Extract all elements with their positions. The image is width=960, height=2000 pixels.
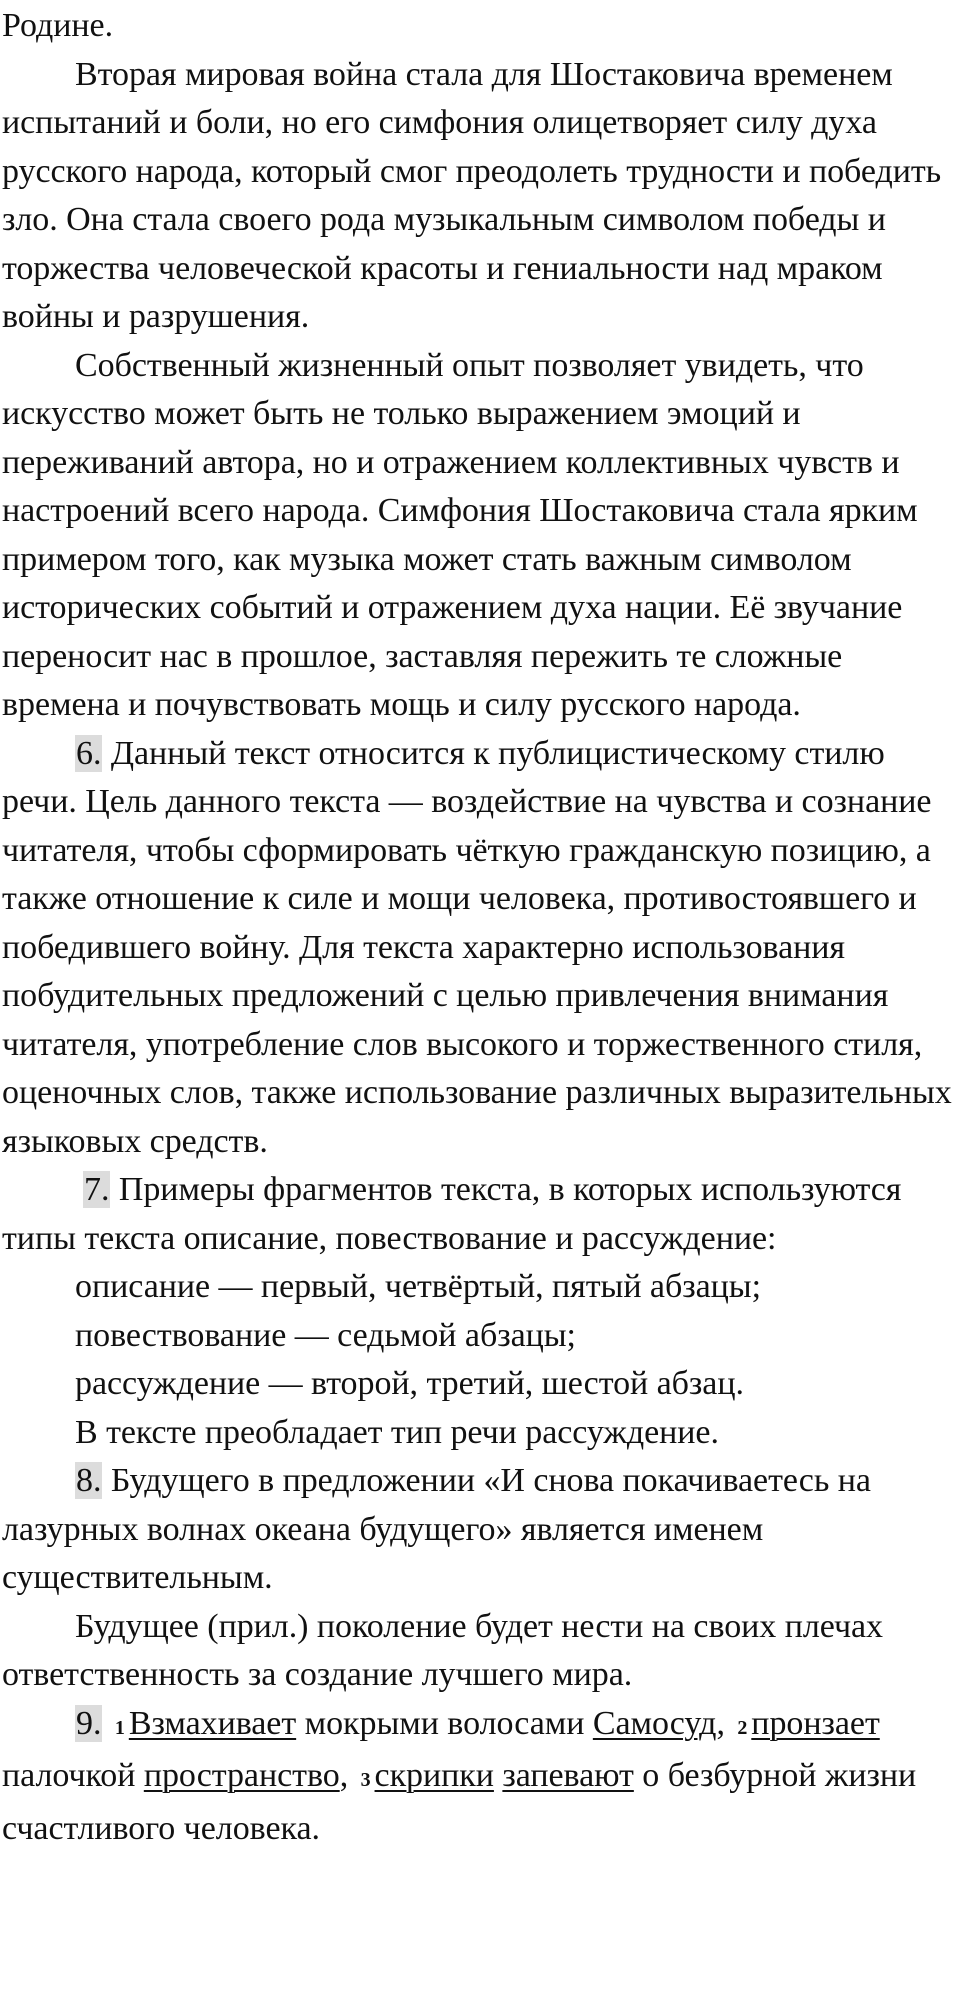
underlined-word: скрипки [374,1757,494,1794]
text-run: , [339,1757,357,1794]
underlined-word: Самосуд [592,1704,717,1742]
answer-9 [2,1700,958,1854]
text-run: , [716,1704,734,1742]
list-item: В тексте преобладает тип речи рассуждение. [75,1413,719,1451]
text-run: палочкой [2,1757,144,1794]
text-run: о безбурной жизни счастливого человека. [2,1757,917,1847]
list-item: рассуждение — второй, третий, шестой абзац. [75,1365,744,1402]
underlined-word: запевают [502,1757,634,1794]
list-item: повествование — седьмой абзацы; [75,1316,576,1354]
paragraph-life-experience: Собственный жизненный опыт позволяет увидеть, что искусство может быть не только выражением эмоций и переживаний автора, но и отражением коллективных чувств и настроений всего народа. Симфония Шостаковича стала ярким примером того, как музыка может стать важным символом исторических событий и отражением духа нации. Её звучание переносит нас в прошлое, заставляя пережить те сложные времена и почувствовать мощь и силу русского народа. [2,346,918,723]
answer-number: 9. [76,1704,102,1742]
list-item: описание — первый, четвёртый, пятый абзацы; [75,1268,761,1305]
marker-1: 1 [114,1716,125,1739]
underlined-word: Взмахивает [128,1704,297,1742]
answer-number: 7. [84,1171,110,1208]
answer-6 [2,730,958,1167]
marker-2: 2 [737,1716,748,1739]
answer-text: Будущего в предложении «И снова покачиваетесь на лазурных волнах океана будущего» является именем существительным. [2,1462,871,1596]
answer-number: 6. [76,734,102,772]
answer-7 [2,1166,958,1263]
text-run: мокрыми волосами [296,1704,593,1742]
answer-text: Примеры фрагментов текста, в которых используются типы текста описание, повествование и рассуждение: [2,1171,902,1257]
answer-number: 8. [76,1462,102,1499]
document-page [2,2,958,1853]
paragraph-future-example: Будущее (прил.) поколение будет нести на своих плечах ответственность за создание лучшего мира. [2,1607,884,1693]
paragraph-fragment: Родине. [2,7,114,44]
answer-text: Данный текст относится к публицистическому стилю речи. Цель данного текста — воздействие на чувства и сознание читателя, чтобы сформировать чёткую гражданскую позицию, а также отношение к силе и мощи человека, противостоявшего и победившего войну. Для текста характерно использования побудительных предложений с целью привлечения внимания читателя, употребление слов высокого и торжественного стиля, оценочных слов, также использование различных выразительных языковых средств. [2,734,952,1160]
marker-3: 3 [360,1769,371,1791]
paragraph-war-symphony: Вторая мировая война стала для Шостаковича временем испытаний и боли, но его симфония олицетворяет силу духа русского народа, который смог преодолеть трудности и победить зло. Она стала своего рода музыкальным символом победы и торжества человеческой красоты и гениальности над мраком войны и разрушения. [2,55,942,335]
underlined-word: пространство [143,1757,340,1794]
answer-8 [2,1457,958,1603]
underlined-word: пронзает [751,1704,880,1742]
